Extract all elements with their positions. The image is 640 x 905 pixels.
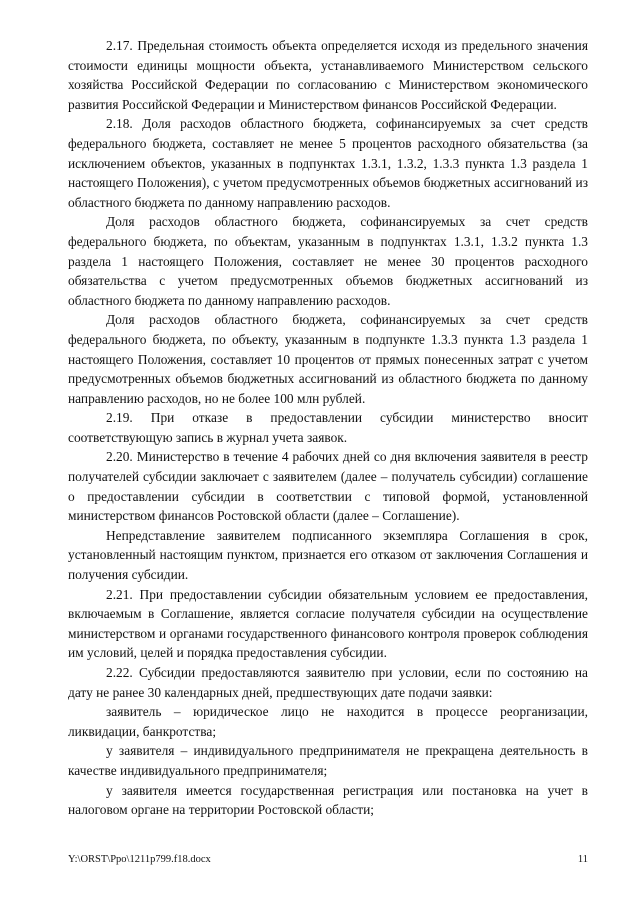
paragraph-2-17: 2.17. Предельная стоимость объекта определяется исходя из предельного значения стоимости единицы мощности объекта, устанавливаемого Министерством сельского хозяйства Российской Федерации по согласованию с Министерством экономического развития Российской Федерации и Министерством финансов Российской Федерации. bbox=[68, 38, 588, 112]
condition-entrepreneur: у заявителя – индивидуального предпринимателя не прекращена деятельность в качестве индивидуального предпринимателя; bbox=[68, 743, 588, 778]
paragraph-2-20-refusal: Непредставление заявителем подписанного экземпляра Соглашения в срок, установленный настоящим пунктом, признается его отказом от заключения Соглашения и получения субсидии. bbox=[68, 527, 588, 583]
footer-file-path: Y:\ORST\Ppo\1211p799.f18.docx bbox=[68, 854, 211, 865]
condition-registration: у заявителя имеется государственная регистрация или постановка на учет в налоговом органе на территории Ростовской области; bbox=[68, 782, 588, 818]
paragraph-2-22: 2.22. Субсидии предоставляются заявителю при условии, если по состоянию на дату не ранее 30 календарных дней, предшествующих дате подачи заявки: bbox=[68, 665, 588, 700]
document-body bbox=[68, 36, 588, 820]
paragraph-2-20: 2.20. Министерство в течение 4 рабочих дней со дня включения заявителя в реестр получателей субсидии заключает с заявителем (далее – получатель субсидии) соглашение о предоставлении субсидии в соответствии с типовой формой, установленной министерством финансов Ростовской области (далее – Соглашение). bbox=[68, 449, 588, 524]
paragraph-2-21: 2.21. При предоставлении субсидии обязательным условием ее предоставления, включаемым в Соглашение, является согласие получателя субсидии на осуществление министерством и органами государственного финансового контроля проверок соблюдения им условий, целей и порядка предоставления субсидии. bbox=[68, 586, 588, 661]
paragraph-2-19: 2.19. При отказе в предоставлении субсидии министерство вносит соответствующую запись в журнал учета заявок. bbox=[68, 410, 588, 445]
paragraph-2-18-share-30: Доля расходов областного бюджета, софинансируемых за счет средств федерального бюджета, по объектам, указанным в подпунктах 1.3.1, 1.3.2 пункта 1.3 раздела 1 настоящего Положения, составляет не менее 30 процентов расходного обязательства с учетом предусмотренных объемов бюджетных ассигнований из областного бюджета по данному направлению расходов. bbox=[68, 214, 588, 308]
page-number: 11 bbox=[577, 854, 588, 865]
condition-legal-entity: заявитель – юридическое лицо не находится в процессе реорганизации, ликвидации, банкротства; bbox=[68, 704, 588, 739]
paragraph-2-18: 2.18. Доля расходов областного бюджета, софинансируемых за счет средств федерального бюджета, составляет не менее 5 процентов расходного обязательства (за исключением объектов, указанных в подпунктах 1.3.1, 1.3.2, 1.3.3 пункта 1.3 раздела 1 настоящего Положения), с учетом предусмотренных объемов бюджетных ассигнований из областного бюджета по данному направлению расходов. bbox=[68, 116, 588, 210]
paragraph-2-18-share-10: Доля расходов областного бюджета, софинансируемых за счет средств федерального бюджета, по объекту, указанным в подпункте 1.3.3 пункта 1.3 раздела 1 настоящего Положения, составляет 10 процентов от прямых понесенных затрат с учетом предусмотренных объемов бюджетных ассигнований из областного бюджета по данному направлению расходов, но не более 100 млн рублей. bbox=[68, 312, 588, 406]
